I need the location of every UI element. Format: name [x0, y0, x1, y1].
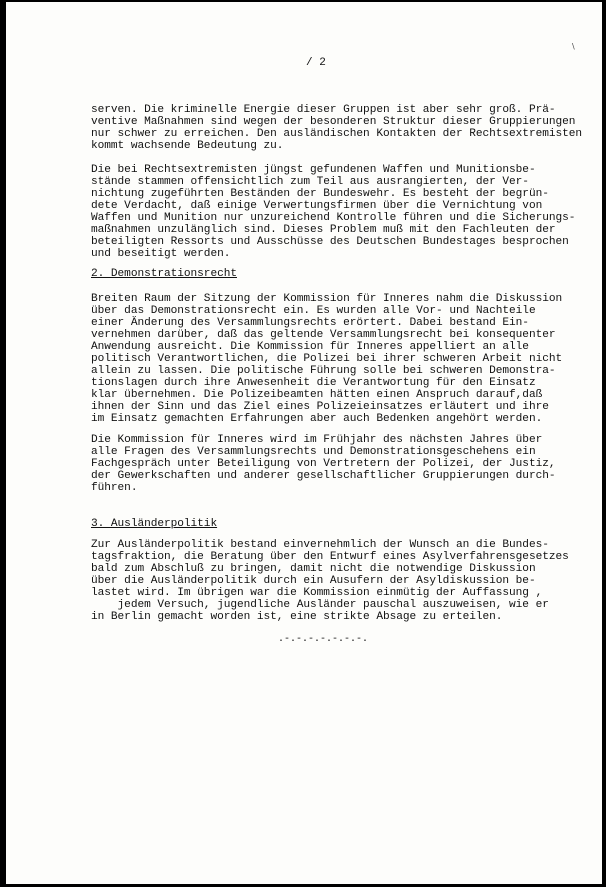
page-number: / 2 [306, 57, 326, 69]
end-separator: .-.-.-.-.-.-.-. [278, 634, 369, 645]
section-heading-foreigner-policy: 3. Ausländerpolitik [91, 518, 218, 530]
paragraph-demonstration-law: Breiten Raum der Sitzung der Kommission für Inneres nahm die Diskussion über das Demonstrationsrecht ein. Es wurden alle Vor- und Nachteile einer Änderung des Versammlungsrechts erörtert. Dabei bestand Ein- vernehmen darüber, daß das geltende Versammlungsrecht bei konsequenter Anwendung ausreicht. Die Kommission für Inneres appelliert an alle politisch Verantwortlichen, die Polizei bei ihrer schweren Arbeit nicht allein zu lassen. Die politische Führung solle bei schweren Demonstra- tionslagen durch ihre Anwesenheit die Verantwortung für den Einsatz klar übernehmen. Die Polizeibeamten hätten einen Anspruch darauf,daß ihnen der Sinn und das Ziel eines Polizeieinsatzes erläutert und ihre im Einsatz gemachten Erfahrungen aber auch Bedenken angehört werden. [91, 293, 563, 425]
paragraph-weapons: Die bei Rechtsextremisten jüngst gefundenen Waffen und Munitionsbe- stände stammen offensichtlich zum Teil aus ausrangierten, der Ver- nichtung zugeführten Beständen der Bundeswehr. Es besteht der begrün- dete Verdacht, daß einige Verwertungsfirmen über die Vernichtung von Waffen und Munition nur unzureichend Kontrolle führen und die Sicherungs- maßnahmen unzulänglich sind. Dieses Problem muß mit den Fachleuten der beteiligten Ressorts und Ausschüsse des Deutschen Bundestages besprochen und beseitigt werden. [91, 164, 576, 260]
section-heading-demonstration-law: 2. Demonstrationsrecht [91, 268, 237, 280]
paragraph-commission-plan: Die Kommission für Inneres wird im Frühjahr des nächsten Jahres über alle Fragen des Versammlungsrechts und Demonstrationsgeschehens ein Fachgespräch unter Beteiligung von Vertretern der Polizei, der Justiz, der Gewerkschaften und anderer gesellschaftlicher Gruppierungen durch- führen. [91, 434, 556, 494]
paragraph-foreigner-policy: Zur Ausländerpolitik bestand einvernehmlich der Wunsch an die Bundes- tagsfraktion, die Beratung über den Entwurf eines Asylverfahrensgesetzes bald zum Abschluß zu bringen, damit nicht die notwendige Diskussion über die Ausländerpolitik durch ein Ausufern der Asyldiskussion be- lastet wird. Im übrigen war die Kommission einmütig der Auffassung , jedem Versuch, jugendliche Ausländer pauschal auszuweisen, wie er in Berlin gemacht worden ist, eine strikte Absage zu erteilen. [91, 539, 569, 623]
paragraph-extremism-continued: serven. Die kriminelle Energie dieser Gruppen ist aber sehr groß. Prä- ventive Maßnahmen sind wegen der besonderen Struktur dieser Gruppierungen nur schwer zu erreichen. Den ausländischen Kontakten der Rechtsextremisten kommt wachsende Bedeutung zu. [91, 104, 583, 152]
corner-mark: \ [572, 42, 575, 51]
document-page [6, 2, 602, 884]
